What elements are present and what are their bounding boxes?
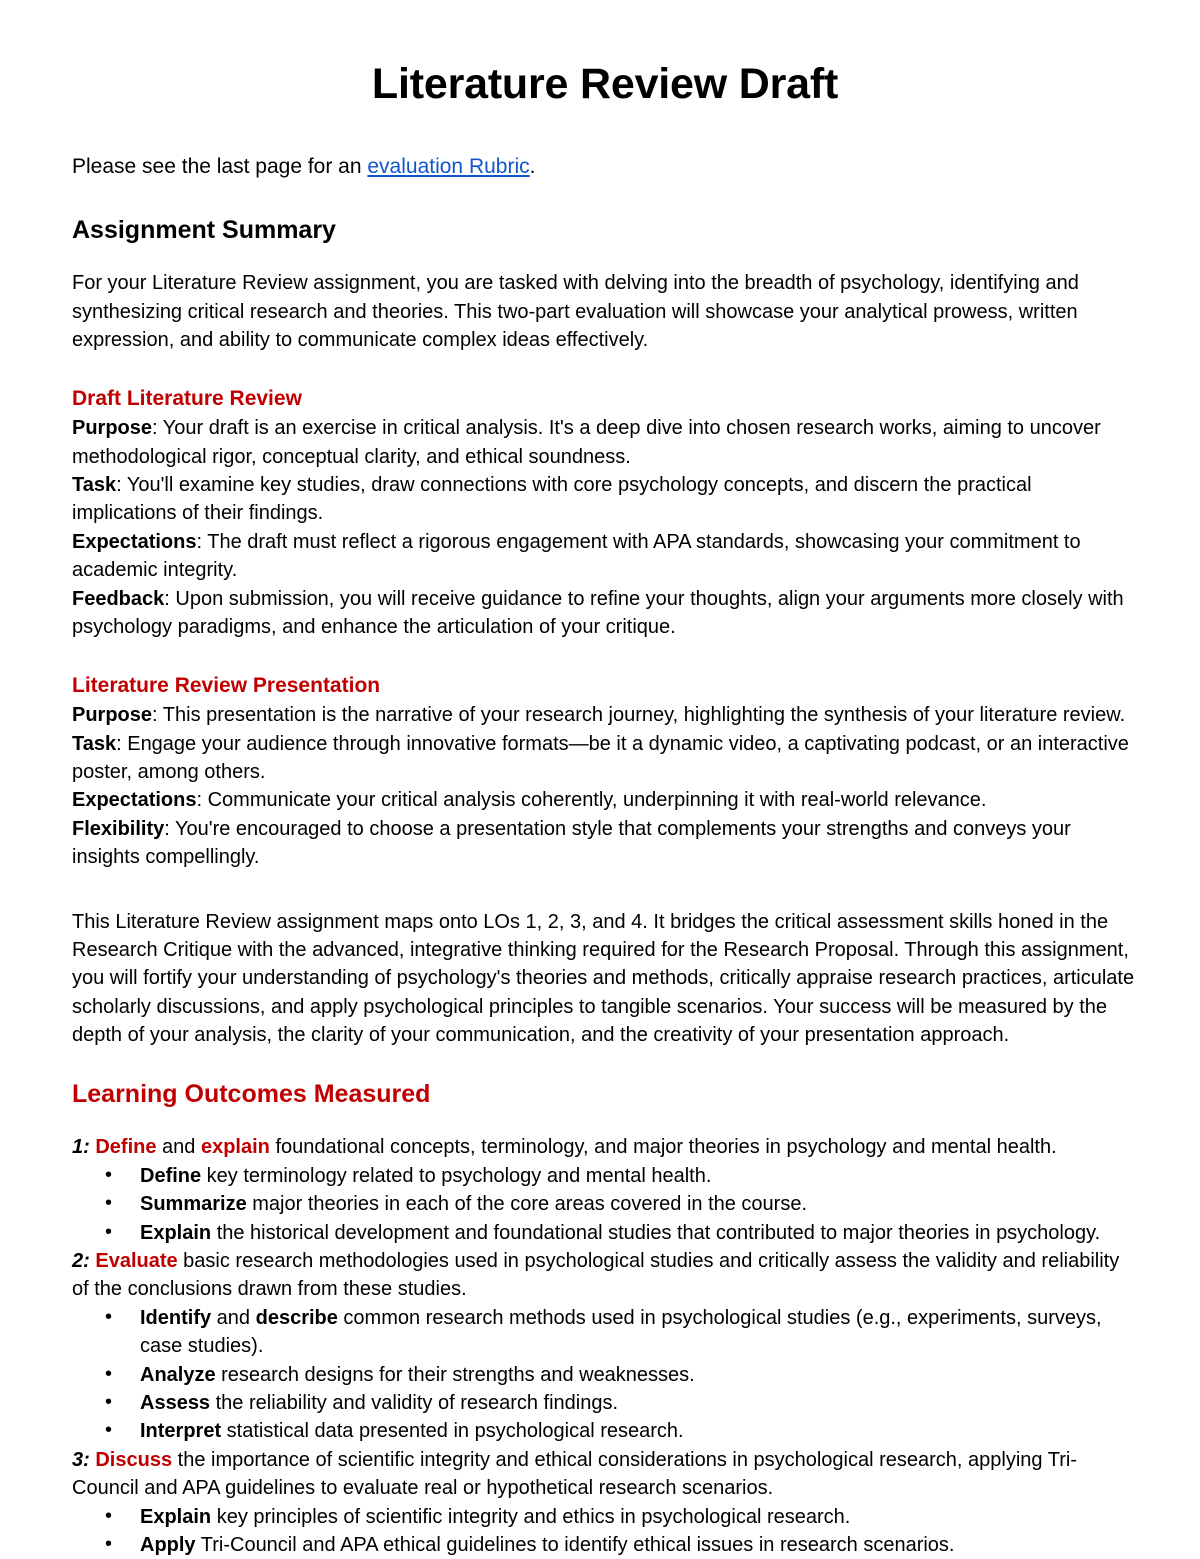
draft-item-expectations bbox=[72, 528, 1138, 585]
mapping-paragraph: This Literature Review assignment maps onto LOs 1, 2, 3, and 4. It bridges the critical assessment skills honed in the Research Critique with the advanced, integrative thinking required for the Research Proposal. Through this assignment, you will fortify your understanding of psychology's theories and methods, critically appraise research practices, articulate scholarly discussions, and apply psychological principles to tangible scenarios. Your success will be measured by the depth of your analysis, the clarity of your communication, and the creativity of your presentation approach. bbox=[72, 910, 1135, 1047]
page-title: Literature Review Draft bbox=[371, 60, 839, 108]
lo-2-bullet-1-lead-2: describe bbox=[255, 1306, 338, 1329]
lo-1-bullet-1-lead: Define bbox=[140, 1164, 202, 1187]
spacer bbox=[72, 872, 1138, 908]
learning-outcome-2-statement bbox=[72, 1247, 1138, 1304]
learning-outcome-1 bbox=[72, 1133, 1138, 1247]
section-literature-review-presentation bbox=[72, 671, 1138, 871]
draft-item-feedback bbox=[72, 585, 1138, 642]
lo-2-bullet-2-text: research designs for their strengths and weaknesses. bbox=[215, 1363, 695, 1386]
lo-2-bullet-1-conj: and bbox=[211, 1306, 256, 1329]
presentation-item-purpose-text: : This presentation is the narrative of your research journey, highlighting the synthesis of your literature review. bbox=[152, 704, 1126, 727]
list-item bbox=[72, 1361, 1138, 1389]
draft-item-purpose bbox=[72, 414, 1138, 471]
presentation-item-expectations-text: : Communicate your critical analysis coherently, underpinning it with real-world relevance. bbox=[196, 789, 987, 812]
draft-item-task-label: Task bbox=[72, 474, 117, 497]
heading-assignment-summary: Assignment Summary bbox=[72, 216, 336, 245]
lo-1-rest: foundational concepts, terminology, and major theories in psychology and mental health. bbox=[269, 1136, 1057, 1159]
lo-1-middle: and bbox=[156, 1136, 201, 1159]
lo-3-bullet-2-text: Tri-Council and APA ethical guidelines to identify ethical issues in research scenarios. bbox=[195, 1533, 955, 1556]
intro-text-before-link: Please see the last page for an bbox=[72, 155, 368, 179]
spacer bbox=[72, 641, 1138, 671]
presentation-item-flexibility-text: : You're encouraged to choose a presentation style that complements your strengths and conveys your insights compellingly. bbox=[72, 817, 1071, 869]
list-item bbox=[72, 1389, 1138, 1417]
lo-2-bullet-3-lead: Assess bbox=[140, 1392, 211, 1414]
lo-2-bullet-3-text: the reliability and validity of research findings. bbox=[210, 1392, 619, 1414]
lo-3-bullet-2-lead: Apply bbox=[140, 1533, 196, 1556]
draft-item-purpose-label: Purpose bbox=[72, 417, 153, 440]
lo-1-bullet-list bbox=[72, 1162, 1138, 1247]
lo-1-verb-2: explain bbox=[200, 1136, 270, 1159]
presentation-item-expectations-label: Expectations bbox=[72, 789, 197, 812]
assignment-summary-paragraph: For your Literature Review assignment, you are tasked with delving into the breadth of psychology, identifying and synthesizing critical research and theories. This two-part evaluation will showcase your analytical prowess, written expression, and ability to communicate complex ideas effectively. bbox=[72, 272, 1079, 352]
lo-3-rest: the importance of scientific integrity and ethical considerations in psychological research, applying Tri-Council and APA guidelines to evaluate real or hypothetical research scenarios. bbox=[72, 1448, 1077, 1500]
lo-1-bullet-2-lead: Summarize bbox=[140, 1193, 247, 1216]
draft-item-expectations-text: : The draft must reflect a rigorous engagement with APA standards, showcasing your commitment to academic integrity. bbox=[72, 530, 1081, 582]
lo-2-bullet-1-text: common research methods used in psychological studies (e.g., experiments, surveys, case studies). bbox=[140, 1306, 1102, 1358]
lo-1-verb-1: Define bbox=[95, 1136, 157, 1159]
lo-2-bullet-1-lead: Identify bbox=[140, 1306, 212, 1329]
draft-item-task-text: : You'll examine key studies, draw connections with core psychology concepts, and discern the practical implications of their findings. bbox=[72, 474, 1032, 525]
lo-2-bullet-list bbox=[72, 1304, 1138, 1446]
list-item bbox=[72, 1162, 1138, 1190]
list-item bbox=[72, 1531, 1138, 1559]
learning-outcome-3 bbox=[72, 1446, 1138, 1559]
lo-2-number: 2: bbox=[72, 1250, 90, 1273]
presentation-item-flexibility-label: Flexibility bbox=[72, 817, 165, 840]
presentation-item-expectations bbox=[72, 786, 1138, 814]
presentation-item-flexibility bbox=[72, 815, 1138, 872]
lo-1-bullet-3-lead: Explain bbox=[140, 1221, 212, 1244]
lo-3-bullet-1-lead: Explain bbox=[140, 1505, 212, 1528]
learning-outcome-2 bbox=[72, 1247, 1138, 1446]
heading-draft-literature-review: Draft Literature Review bbox=[72, 387, 302, 411]
presentation-item-task bbox=[72, 730, 1138, 787]
lo-1-bullet-2-text: major theories in each of the core areas covered in the course. bbox=[246, 1193, 808, 1216]
presentation-item-purpose-label: Purpose bbox=[72, 704, 153, 727]
lo-2-bullet-4-text: statistical data presented in psychological research. bbox=[221, 1420, 684, 1443]
draft-item-feedback-label: Feedback bbox=[72, 587, 165, 610]
lo-1-bullet-3-text: the historical development and foundational studies that contributed to major theories in psychology. bbox=[211, 1221, 1101, 1244]
lo-1-bullet-1-text: key terminology related to psychology and mental health. bbox=[201, 1164, 712, 1187]
lo-2-bullet-4-lead: Interpret bbox=[140, 1420, 222, 1443]
lo-1-number: 1: bbox=[72, 1136, 90, 1159]
list-item bbox=[72, 1219, 1138, 1247]
list-item bbox=[72, 1304, 1138, 1361]
intro-line bbox=[72, 153, 1138, 181]
section-draft-literature-review bbox=[72, 384, 1138, 641]
list-item bbox=[72, 1190, 1138, 1218]
learning-outcome-3-statement bbox=[72, 1446, 1138, 1503]
draft-item-task bbox=[72, 471, 1138, 528]
presentation-item-purpose bbox=[72, 701, 1138, 729]
learning-outcome-1-statement bbox=[72, 1133, 1138, 1161]
draft-item-purpose-text: : Your draft is an exercise in critical analysis. It's a deep dive into chosen research works, aiming to uncover methodological rigor, conceptual clarity, and ethical soundness. bbox=[72, 417, 1101, 468]
list-item bbox=[72, 1503, 1138, 1531]
evaluation-rubric-link[interactable]: evaluation Rubric bbox=[367, 155, 530, 179]
lo-3-verb-1: Discuss bbox=[95, 1448, 173, 1471]
presentation-item-task-label: Task bbox=[72, 732, 117, 755]
lo-3-number: 3: bbox=[72, 1448, 90, 1471]
heading-literature-review-presentation: Literature Review Presentation bbox=[72, 674, 381, 698]
lo-3-bullet-list bbox=[72, 1503, 1138, 1559]
lo-2-rest: basic research methodologies used in psychological studies and critically assess the validity and reliability of the conclusions drawn from these studies. bbox=[72, 1250, 1120, 1301]
lo-2-verb-1: Evaluate bbox=[95, 1250, 178, 1273]
draft-item-expectations-label: Expectations bbox=[72, 530, 197, 553]
lo-3-bullet-1-text: key principles of scientific integrity and ethics in psychological research. bbox=[211, 1505, 851, 1528]
heading-learning-outcomes-measured: Learning Outcomes Measured bbox=[72, 1080, 431, 1109]
list-item bbox=[72, 1417, 1138, 1445]
draft-item-feedback-text: : Upon submission, you will receive guidance to refine your thoughts, align your arguments more closely with psychology paradigms, and enhance the articulation of your critique. bbox=[72, 587, 1124, 638]
presentation-item-task-text: : Engage your audience through innovative formats—be it a dynamic video, a captivating podcast, or an interactive poster, among others. bbox=[72, 732, 1129, 783]
intro-text-after-link: . bbox=[529, 155, 536, 179]
lo-2-bullet-2-lead: Analyze bbox=[140, 1363, 216, 1386]
